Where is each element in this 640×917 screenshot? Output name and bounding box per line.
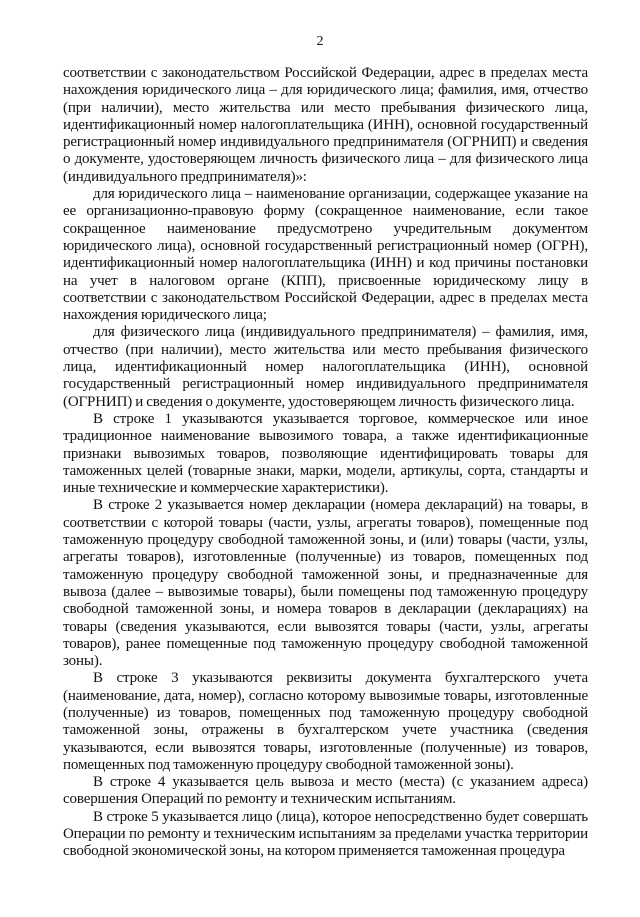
paragraph-legal-entity: для юридического лица – наименование организации, содержащее указание на ее организационно-правовую форму (сокращенное наименование, если такое сокращенное наименование предусмотрено учредительным документом юридического лица), основной государственный регистрационный номер (ОГРН), идентификационный номер налогоплательщика (ИНН) и код причины постановки на учет в налоговом органе (КПП), присвоенные юридическому лицу в соответствии с законодательством Российской Федерации, адрес в пределах места нахождения юридического лица;	[63, 186, 588, 324]
document-body	[63, 65, 588, 861]
paragraph-line-2: В строке 2 указывается номер декларации (номера деклараций) на товары, в соответствии с которой товары (части, узлы, агрегаты товаров), помещенные под таможенную процедуру свободной таможенной зоны, и (или) товары (части, узлы, агрегаты товаров), изготовленные (полученные) из товаров, помещенных под таможенную процедуру свободной таможенной зоны, и предназначенные для вывоза (далее – вывозимые товары), были помещены под таможенную процедуру свободной таможенной зоны, и номера товаров в декларации (декларациях) на товары (сведения указываются, если вывозятся товары (части, узлы, агрегаты товаров), ранее помещенные под таможенную процедуру свободной таможенной зоны).	[63, 497, 588, 670]
paragraph-individual: для физического лица (индивидуального предпринимателя) – фамилия, имя, отчество (при наличии), место жительства или место пребывания физического лица, идентификационный номер налогоплательщика (ИНН), основной государственный регистрационный номер индивидуального предпринимателя (ОГРНИП) и сведения о документе, удостоверяющем личность физического лица.	[63, 324, 588, 410]
paragraph-line-5: В строке 5 указывается лицо (лица), которое непосредственно будет совершать Операции по ремонту и техническим испытаниям за пределами участка территории свободной экономической зоны, на котором применяется таможенная процедура	[63, 808, 588, 860]
paragraph-continuation: соответствии с законодательством Российской Федерации, адрес в пределах места нахождения юридического лица – для юридического лица; фамилия, имя, отчество (при наличии), место жительства или место пребывания физического лица, идентификационный номер налогоплательщика (ИНН), основной государственный регистрационный номер индивидуального предпринимателя (ОГРНИП) и сведения о документе, удостоверяющем личность физического лица – для физического лица (индивидуального предпринимателя)»:	[63, 65, 588, 185]
paragraph-line-4: В строке 4 указывается цель вывоза и место (места) (с указанием адреса) совершения Операций по ремонту и техническим испытаниям.	[63, 774, 588, 808]
page-number: 2	[316, 34, 324, 49]
paragraph-line-3: В строке 3 указываются реквизиты документа бухгалтерского учета (наименование, дата, номер), согласно которому вывозимые товары, изготовленные (полученные) из товаров, помещенных под таможенную процедуру свободной таможенной зоны, отражены в бухгалтерском учете участника (сведения указываются, если вывозятся товары, изготовленные (полученные) из товаров, помещенных под таможенную процедуру свободной таможенной зоны).	[63, 670, 588, 773]
paragraph-line-1: В строке 1 указываются указывается торговое, коммерческое или иное традиционное наименование вывозимого товара, а также идентификационные признаки вывозимых товаров, позволяющие идентифицировать товары для таможенных целей (товарные знаки, марки, модели, артикулы, сорта, стандарты и иные технические и коммерческие характеристики).	[63, 410, 588, 497]
